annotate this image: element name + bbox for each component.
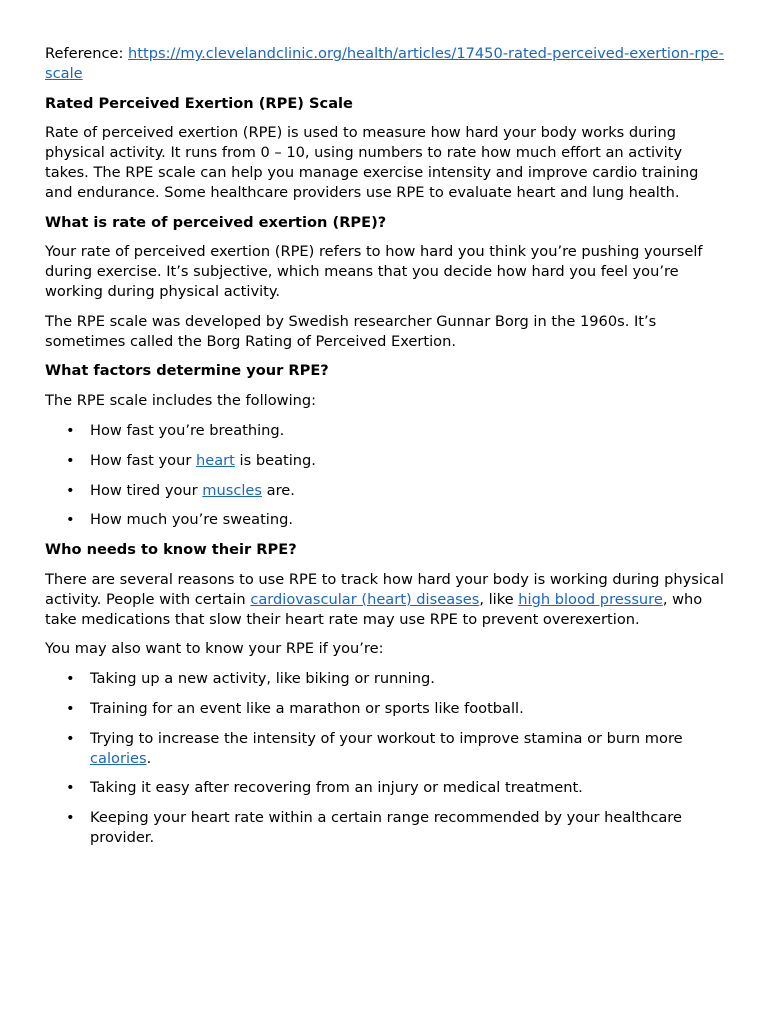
list-item: • Trying to increase the intensity of your workout to improve stamina or burn more calories. <box>66 729 683 767</box>
bullet-icon: • <box>66 670 75 688</box>
reference-line <box>45 44 728 84</box>
bullet-icon: • <box>66 481 75 499</box>
list-item: • How fast your heart is beating. <box>66 451 316 469</box>
bullet-icon: • <box>66 729 75 747</box>
paragraph-reasons: There are several reasons to use RPE to track how hard your body is working during physical activity. People with certain cardiovascular (heart) diseases, like high blood pressure, who take medications that slow their heart rate may use RPE to prevent overexertion. <box>45 570 724 628</box>
reference-label: Reference: <box>45 45 129 62</box>
list-item: • How tired your muscles are. <box>66 481 295 499</box>
muscles-link[interactable]: muscles <box>202 481 263 499</box>
paragraph-rpe-history: The RPE scale was developed by Swedish researcher Gunnar Borg in the 1960s. It’s sometimes called the Borg Rating of Perceived Exertion. <box>45 312 657 350</box>
list-item: • Taking it easy after recovering from an injury or medical treatment. <box>66 779 583 797</box>
reasons-list <box>45 669 728 848</box>
bullet-icon: • <box>66 699 75 717</box>
factors-list <box>45 421 728 530</box>
bullet-icon: • <box>66 779 75 797</box>
section-heading-who-needs: Who needs to know their RPE? <box>45 541 297 559</box>
section-heading-factors: What factors determine your RPE? <box>45 362 329 380</box>
list-item: • How fast you’re breathing. <box>66 421 285 439</box>
section-heading-what-is-rpe: What is rate of perceived exertion (RPE)? <box>45 213 387 231</box>
list-item: • Training for an event like a marathon or sports like football. <box>66 699 524 717</box>
bullet-icon: • <box>66 451 75 469</box>
list-item: • Taking up a new activity, like biking or running. <box>66 670 435 688</box>
paragraph-rpe-definition: Your rate of perceived exertion (RPE) refers to how hard you think you’re pushing yourself during exercise. It’s subjective, which means that you decide how hard you feel you’re working during physical activity. <box>45 243 703 300</box>
high-blood-pressure-link[interactable]: high blood pressure <box>518 590 663 608</box>
intro-paragraph: Rate of perceived exertion (RPE) is used to measure how hard your body works during physical activity. It runs from 0 – 10, using numbers to rate how much effort an activity takes. The RPE scale can help you manage exercise intensity and improve cardio training and endurance. Some healthcare providers use RPE to evaluate heart and lung health. <box>45 124 699 201</box>
paragraph-factors-lead: The RPE scale includes the following: <box>45 392 317 410</box>
cardiovascular-diseases-link[interactable]: cardiovascular (heart) diseases <box>250 590 480 608</box>
reference-link[interactable]: https://my.clevelandclinic.org/health/articles/17450-rated-perceived-exertion-rpe-scale <box>45 45 724 82</box>
paragraph-reasons-lead: You may also want to know your RPE if you’re: <box>45 640 384 658</box>
bullet-icon: • <box>66 511 75 529</box>
document-title: Rated Perceived Exertion (RPE) Scale <box>45 94 353 112</box>
list-item: • How much you’re sweating. <box>66 511 293 529</box>
calories-link[interactable]: calories <box>90 749 147 767</box>
bullet-icon: • <box>66 421 75 439</box>
heart-link[interactable]: heart <box>195 451 235 469</box>
list-item: • Keeping your heart rate within a certain range recommended by your healthcare provider. <box>66 809 682 846</box>
bullet-icon: • <box>66 809 75 827</box>
